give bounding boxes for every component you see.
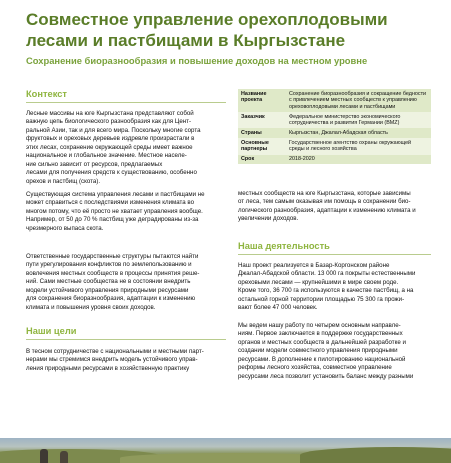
- text-line: увеличении доходов.: [238, 215, 299, 223]
- text-line: Кроме того, 36 700 га используются в качестве пастбищ, а на: [238, 287, 414, 295]
- text-line: многом потому, что её просто не хватает управления вообще.: [26, 207, 203, 215]
- info-table-key: Название проекта: [238, 89, 286, 112]
- text-line: вают более 47 000 человек.: [238, 304, 318, 312]
- context-rule: [26, 102, 226, 103]
- text-line: В тесном сотрудничестве с национальными и местными парт-: [26, 348, 204, 355]
- text-line: вовлечения местных сообществ в процессы принятия реше-: [26, 269, 200, 277]
- info-table-row: [238, 89, 431, 112]
- text-line: Существующая система управления лесами и пастбищами не: [26, 191, 205, 198]
- text-line: ральной Азии, так и для всего мира. Поскольку многие сорта: [26, 126, 201, 134]
- continuation-paragraph: [238, 190, 433, 224]
- context-heading: Контекст: [26, 89, 67, 99]
- text-line: Ответственные государственные структуры пытаются найти: [26, 253, 199, 260]
- title-line-2: лесами и пастбищами в Кыргызстане: [26, 31, 346, 50]
- goals-heading: Наши цели: [26, 326, 77, 336]
- text-line: нерами мы стремимся внедрить модель устойчивого управ-: [26, 356, 198, 364]
- activity-heading: Наша деятельность: [238, 241, 330, 251]
- info-table-key: Страны: [238, 128, 286, 138]
- text-line: национальное и глобальное значение. Местное населе-: [26, 152, 187, 160]
- text-line: ний. Сами местные сообщества не в состоянии внедрить: [26, 278, 191, 286]
- page-subtitle: Сохранение биоразнообразия и повышение доходов на местном уровне: [26, 55, 368, 66]
- title-line-1: Совместное управление орехоплодовыми: [26, 10, 388, 29]
- text-line: Лесные массивы на юге Кыргызстана представляют собой: [26, 110, 194, 117]
- text-line: остальной горной территории площадью 75 300 га прожи-: [238, 295, 405, 303]
- photo-figure: [60, 451, 68, 463]
- text-line: Например, от 50 до 70 % пастбищ уже деградированы из-за: [26, 216, 199, 224]
- text-line: логического разнообразия, адаптации к изменению климата и: [238, 206, 416, 214]
- text-line: фруктовых и ореховых деревьев издревле произрастали в: [26, 135, 195, 143]
- photo-figure: [40, 449, 48, 463]
- page-title: [26, 9, 436, 51]
- text-line: Наш проект реализуется в Базар-Коргонском районе: [238, 262, 390, 269]
- text-line: модели устойчивого управления природными ресурсами: [26, 286, 189, 294]
- info-table-value: Федеральное министерство экономического сотрудничества и развития Германии (BMZ): [286, 112, 431, 128]
- info-table-row: [238, 112, 431, 128]
- info-table-value: 2018-2020: [286, 155, 431, 165]
- activity-paragraph-2: [238, 322, 433, 381]
- text-line: пути урегулирования конфликтов по землепользованию и: [26, 261, 192, 269]
- info-table-key: Заказчик: [238, 112, 286, 128]
- info-table-value: Кыргызстан, Джалал-Абадская область: [286, 128, 431, 138]
- info-table-row: [238, 138, 431, 154]
- info-table-key: Срок: [238, 155, 286, 165]
- text-line: органов и местных сообществ в дальнейшей разработке и: [238, 338, 406, 346]
- goals-rule: [26, 339, 226, 340]
- text-line: лесами для получения средств к существованию, особенно: [26, 169, 197, 177]
- text-line: от леса, тем самым оказывая им помощь в сохранении био-: [238, 198, 411, 206]
- text-line: чрезмерного выпаса скота.: [26, 224, 104, 232]
- text-line: местных сообществ на юге Кыргызстана, которые зависимы: [238, 190, 411, 197]
- landscape-photo: [0, 438, 451, 463]
- text-line: орехов и пастбищ (скота).: [26, 177, 101, 185]
- context-paragraph-3: [26, 253, 231, 312]
- info-table-row: [238, 128, 431, 138]
- info-table-value: Сохранение биоразнообразия и сокращение бедности с привлечением местных сообществ к управлению ореховоплодовыми лесами и пастбищами: [286, 89, 431, 112]
- text-line: создании модели совместного управления природными: [238, 347, 398, 355]
- text-line: ресурсами леса позволит установить баланс между разными: [238, 372, 414, 380]
- text-line: для сохранения биоразнообразия, адаптации к изменению: [26, 295, 196, 303]
- context-paragraph-2: [26, 191, 231, 233]
- info-table-value: Государственное агентство охраны окружающей среды и лесного хозяйства: [286, 138, 431, 154]
- text-line: Джалал-Абадской области. 13 000 га покрыты естественными: [238, 270, 416, 278]
- text-line: ореховыми лесами — крупнейшими в мире своем роде.: [238, 278, 399, 286]
- text-line: ниям. Первое заключается в поддержке государственных: [238, 330, 403, 338]
- photo-hill: [300, 447, 451, 463]
- text-line: важную цепь биологического разнообразия как для Цент-: [26, 118, 192, 126]
- project-info-table: [238, 89, 431, 164]
- goals-paragraph: [26, 348, 231, 373]
- text-line: ние сильно зависит от ресурсов, предлагаемых: [26, 160, 163, 168]
- context-paragraph-1: [26, 110, 231, 186]
- text-line: может справиться с последствиями изменения климата во: [26, 199, 195, 207]
- text-line: ления природными ресурсами в хозяйственную практику: [26, 364, 190, 372]
- info-table-row: [238, 155, 431, 165]
- text-line: ресурсами. В дополнение к пилотированию национальной: [238, 355, 406, 363]
- text-line: этих лесах, сохранение окружающей среды имеет важное: [26, 143, 193, 151]
- activity-rule: [238, 254, 431, 255]
- activity-paragraph-1: [238, 262, 433, 313]
- info-table-key: Основные партнеры: [238, 138, 286, 154]
- text-line: реформы лесного хозяйства, совместное управление: [238, 364, 392, 372]
- text-line: климата и повышения уровня своих доходов.: [26, 303, 156, 311]
- text-line: Мы ведем нашу работу по четырем основным направле-: [238, 322, 401, 329]
